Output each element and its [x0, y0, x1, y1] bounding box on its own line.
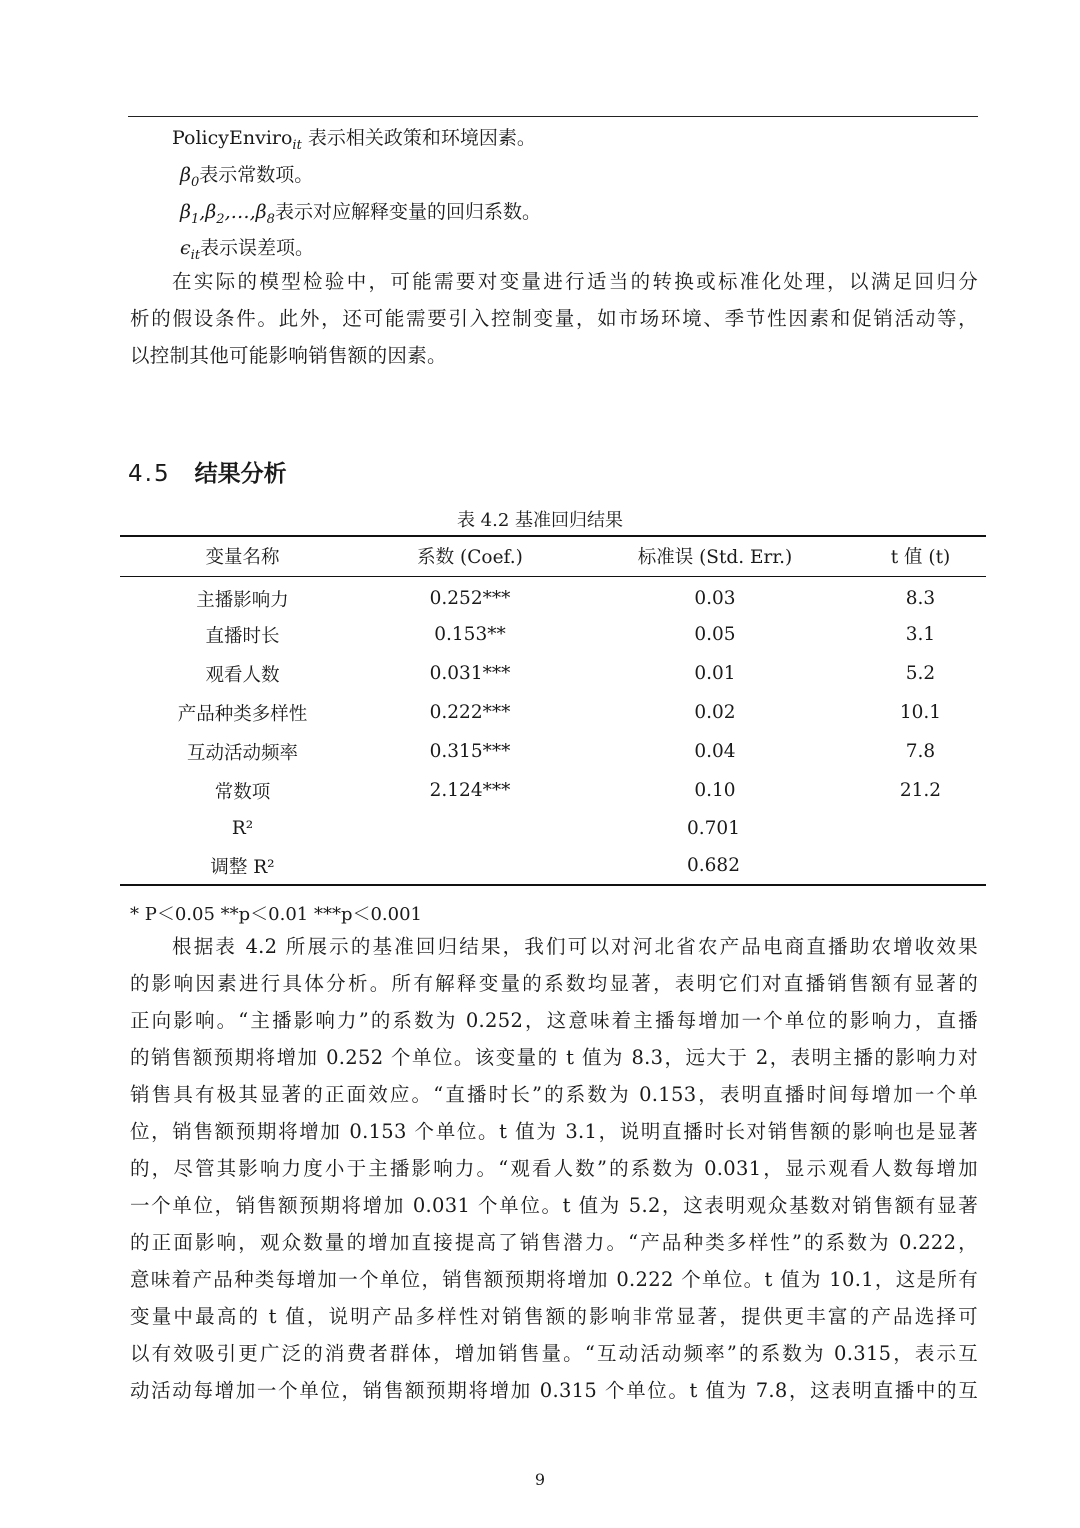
header-t-value: t 值 (t): [890, 547, 951, 569]
cell-t-value: 5.2: [905, 663, 936, 684]
cell-std-err: 0.01: [694, 663, 736, 684]
paragraph-line: 变量中最高的 t 值，说明产品多样性对销售额的影响非常显著，提供更丰富的产品选择可: [130, 1305, 978, 1328]
table-row: [120, 654, 986, 693]
paragraph-line: 销售具有极其显著的正面效应。“直播时长”的系数为 0.153，表明直播时间每增加一个单: [130, 1083, 978, 1106]
cell-coef: 2.124***: [429, 780, 511, 801]
regression-table: [120, 535, 986, 886]
table-row-r-squared: [120, 810, 986, 848]
table-row: [120, 771, 986, 810]
cell-t-value: 21.2: [899, 780, 942, 801]
beta8-subscript: 8: [266, 211, 275, 227]
cell-t-value: 10.1: [899, 702, 942, 723]
beta1-subscript: 1: [190, 211, 200, 227]
cell-coef: 0.315***: [429, 741, 511, 762]
intro-paragraph: [130, 263, 978, 374]
cell-std-err: 0.02: [694, 702, 736, 723]
paragraph-line: 的，尽管其影响力度小于主播影响力。“观看人数”的系数为 0.031，显示观看人数每增加: [130, 1157, 978, 1180]
beta2-subscript: 2: [216, 211, 225, 227]
paragraph-line: 以控制其他可能影响销售额的因素。: [130, 344, 447, 367]
paragraph-line: 位，销售额预期将增加 0.153 个单位。t 值为 3.1，说明直播时长对销售额的影响也是显著: [130, 1120, 978, 1143]
cell-t-value: 8.3: [905, 588, 936, 610]
paragraph-line: 正向影响。“主播影响力”的系数为 0.252，这意味着主播每增加一个单位的影响力，直播: [130, 1009, 978, 1032]
epsilon-symbol: ϵ: [180, 237, 191, 259]
header-rule: [128, 116, 978, 117]
cell-std-err: 0.10: [694, 780, 736, 801]
analysis-paragraph: [130, 928, 978, 1409]
beta8-symbol: ,…,β: [224, 201, 267, 223]
table-header-row: [120, 536, 986, 576]
header-variable: 变量名称: [205, 547, 280, 569]
paragraph-line: 根据表 4.2 所展示的基准回归结果，我们可以对河北省农产品电商直播助农增收效果: [172, 935, 978, 958]
significance-note: * P＜0.05 **p＜0.01 ***p＜0.001: [130, 904, 423, 925]
cell-variable: 观看人数: [205, 664, 280, 686]
cell-t-value: 7.8: [905, 741, 936, 762]
table-row: [120, 693, 986, 732]
definition-policy: [172, 126, 536, 158]
cell-coef: 0.153**: [434, 624, 506, 645]
cell-coef: 0.252***: [429, 588, 511, 610]
table-row: [120, 576, 986, 615]
header-coef: 系数 (Coef.): [417, 547, 523, 569]
cell-fit-value: 0.701: [687, 818, 740, 840]
table-row: [120, 615, 986, 654]
policy-text: 表示相关政策和环境因素。: [301, 127, 536, 149]
policy-subscript: it: [292, 137, 302, 153]
cell-t-value: 3.1: [905, 624, 936, 645]
cell-fit-label: R²: [231, 818, 254, 840]
cell-coef: 0.031***: [429, 663, 511, 684]
cell-std-err: 0.05: [694, 624, 736, 645]
cell-variable: 主播影响力: [196, 589, 289, 611]
table-row: [120, 732, 986, 771]
paragraph-line: 意味着产品种类每增加一个单位，销售额预期将增加 0.222 个单位。t 值为 10.1，这是所有: [130, 1268, 978, 1291]
cell-fit-value: 0.682: [687, 855, 740, 877]
header-std-err: 标准误 (Std. Err.): [637, 547, 793, 569]
page-number: 9: [534, 1470, 546, 1489]
betas-text: 表示对应解释变量的回归系数。: [274, 201, 541, 223]
paragraph-line: 在实际的模型检验中，可能需要对变量进行适当的转换或标准化处理，以满足回归分: [172, 270, 978, 293]
cell-std-err: 0.04: [694, 741, 736, 762]
paragraph-line: 的销售额预期将增加 0.252 个单位。该变量的 t 值为 8.3，远大于 2，表明主播的影响力对: [130, 1046, 978, 1069]
table-caption: 表 4.2 基准回归结果: [456, 510, 624, 531]
paragraph-line: 的正面影响，观众数量的增加直接提高了销售潜力。“产品种类多样性”的系数为 0.222，: [130, 1231, 978, 1254]
section-number: 4.5: [128, 461, 171, 487]
cell-fit-label: 调整 R²: [210, 856, 275, 878]
beta0-symbol: β: [180, 164, 191, 186]
cell-std-err: 0.03: [694, 588, 736, 610]
paragraph-line: 动活动每增加一个单位，销售额预期将增加 0.315 个单位。t 值为 7.8，这表明直播中的互: [130, 1379, 978, 1402]
definition-beta0: [180, 163, 313, 195]
cell-coef: 0.222***: [429, 702, 511, 723]
epsilon-text: 表示误差项。: [200, 237, 315, 259]
epsilon-subscript: it: [190, 247, 201, 263]
section-heading: [128, 455, 287, 488]
table-row-adj-r-squared: [120, 848, 986, 886]
beta0-text: 表示常数项。: [199, 164, 314, 186]
beta2-symbol: ,β: [199, 201, 217, 223]
paragraph-line: 析的假设条件。此外，还可能需要引入控制变量，如市场环境、季节性因素和促销活动等，: [130, 307, 978, 330]
paragraph-line: 的影响因素进行具体分析。所有解释变量的系数均显著，表明它们对直播销售额有显著的: [130, 972, 978, 995]
definition-betas: [180, 200, 541, 232]
section-title: 结果分析: [194, 461, 287, 487]
paragraph-line: 一个单位，销售额预期将增加 0.031 个单位。t 值为 5.2，这表明观众基数对销售额有显著: [130, 1194, 978, 1217]
beta1-symbol: β: [180, 201, 191, 223]
paragraph-line: 以有效吸引更广泛的消费者群体，增加销售量。“互动活动频率”的系数为 0.315，表示互: [130, 1342, 978, 1365]
policy-symbol: PolicyEnviro: [172, 127, 293, 149]
cell-variable: 常数项: [214, 781, 271, 803]
cell-variable: 直播时长: [205, 625, 280, 647]
cell-variable: 互动活动频率: [186, 742, 298, 764]
beta0-subscript: 0: [190, 174, 200, 190]
cell-variable: 产品种类多样性: [177, 703, 308, 725]
